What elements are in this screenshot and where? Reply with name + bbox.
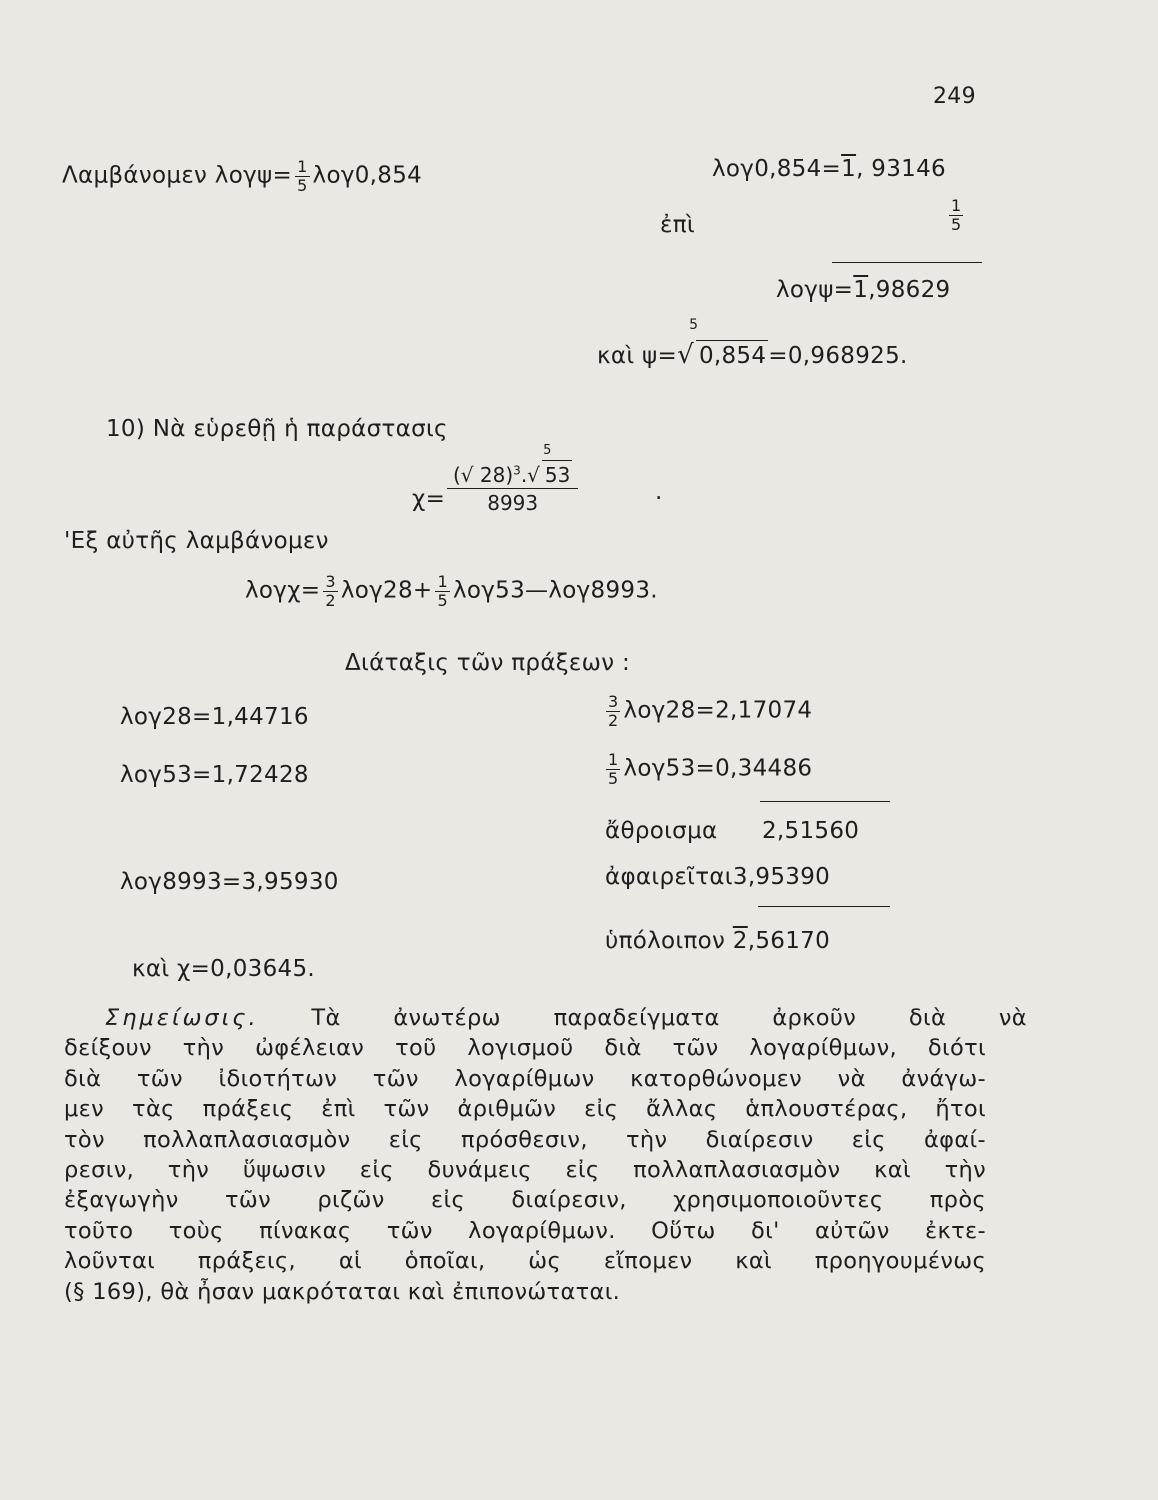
fraction-denominator: 5 [608, 768, 619, 788]
fraction-numerator: 1 [297, 157, 308, 176]
remainder-value: ,56170 [747, 928, 831, 954]
fifth-root [677, 317, 768, 370]
subtract-row [605, 866, 830, 889]
log-0854-term: λογ0,854 [312, 162, 423, 189]
fraction-three-halves [606, 693, 620, 729]
sum-value: 2,51560 [762, 818, 860, 844]
fraction-denominator: 5 [951, 214, 962, 234]
fraction-one-fifth [295, 158, 309, 194]
log-psi-equation [62, 158, 422, 194]
radical-sign: √ [527, 463, 540, 487]
note-line: λοῦνται πράξεις, αἱ ὁποῖαι, ὡς εἴπομεν καὶ προηγουμένως [64, 1248, 986, 1275]
bar-characteristic: 1 [841, 156, 857, 182]
sum-rule [832, 262, 982, 263]
intro-text: 'Εξ αὐτῆς λαμβάνομεν [64, 528, 329, 554]
remainder-row [605, 930, 830, 953]
example-heading: 10) Νὰ εὑρεθῇ ἡ παράστασις [106, 416, 448, 442]
note-line: τὸν πολλαπλασιασμὸν εἰς πρόσθεσιν, τὴν διαίρεσιν εἰς ἀφαί- [64, 1126, 986, 1153]
log-0854-label: λογ0,854= [712, 156, 842, 182]
remainder-label: ὑπόλοιπον [605, 928, 726, 954]
mantissa: , 93146 [856, 156, 946, 182]
product-value: λογ28=2,17074 [623, 697, 813, 724]
log28-term: λογ28+ [340, 577, 433, 604]
dot: . [520, 463, 528, 487]
note-line: ἐξαγωγὴν τῶν ριζῶν εἰς διαίρεσιν, χρησιμοποιοῦντες πρὸς [64, 1187, 986, 1214]
fraction-numerator: 3 [608, 692, 619, 711]
subtract-value: 3,95390 [732, 864, 831, 890]
sum-row [605, 820, 717, 843]
chi-result: καὶ χ=0,03645. [132, 956, 315, 982]
note-line: δείξουν τὴν ὠφέλειαν τοῦ λογισμοῦ διὰ τῶν λογαρίθμων, διότι [64, 1035, 986, 1062]
root-index: 5 [689, 317, 699, 333]
psi-result [597, 317, 908, 370]
fifth-root [527, 443, 572, 487]
log53-value: λογ53=1,72428 [120, 762, 309, 788]
fraction-three-halves [323, 573, 337, 609]
log-psi-label: λογψ= [776, 277, 854, 303]
note-line: διὰ τῶν ἰδιοτήτων τῶν λογαρίθμων κατορθώνομεν νὰ ἀνάγω- [64, 1065, 986, 1092]
psi-label: καὶ ψ= [597, 343, 678, 369]
paren-root: (√ [453, 463, 474, 487]
fraction-denominator: 5 [297, 175, 308, 195]
note-line: (§ 169), θὰ ἦσαν μακρόταται καὶ ἐπιπονώταται. [64, 1278, 621, 1305]
log-0854-value [712, 158, 946, 181]
note-line: τοῦτο τοὺς πίνακας τῶν λογαρίθμων. Οὕτω δι' αὐτῶν ἐκτε- [64, 1217, 986, 1244]
radicand-28: 28) [479, 463, 514, 487]
note-line: μεν τὰς πράξεις ἐπὶ τῶν ἀριθμῶν εἰς ἄλλας ἁπλουστέρας, ἤτοι [64, 1096, 986, 1123]
multiplier-fraction [946, 197, 966, 233]
radicand: 0,854 [696, 340, 768, 369]
fraction-numerator: 1 [951, 196, 962, 215]
difference-rule [758, 906, 890, 907]
subtract-label: ἀφαιρεῖται [605, 864, 733, 890]
period: . [655, 479, 663, 505]
note-line: ρεσιν, τὴν ὕψωσιν εἰς δυνάμεις εἰς πολλαπλασιασμὸν καὶ τὴν [64, 1157, 986, 1184]
fraction-one-fifth [435, 573, 449, 609]
psi-value: =0,968925. [768, 343, 908, 369]
product-value: λογ53=0,34486 [623, 755, 813, 782]
bar-characteristic: 2 [732, 928, 748, 954]
chi-fraction [447, 443, 578, 515]
fraction-denominator: 5 [437, 590, 448, 610]
log-chi-label: λογχ= [245, 577, 321, 604]
log-psi-label: Λαμβάνομεν λογψ= [62, 162, 293, 189]
bar-characteristic: 1 [853, 277, 869, 303]
log-psi-value [776, 279, 950, 302]
log28-value: λογ28=1,44716 [120, 704, 309, 730]
fraction-denominator: 2 [325, 590, 336, 610]
radicand-53: 53 [542, 460, 572, 487]
fraction-numerator: 1 [608, 750, 619, 769]
operations-heading: Διάταξις τῶν πράξεων : [345, 650, 631, 676]
log53-log8993-terms: λογ53—λογ8993. [452, 577, 658, 604]
epi-label: ἐπὶ [660, 212, 695, 238]
note-title: Σημείωσις. [105, 1005, 259, 1031]
fraction-one-fifth [949, 197, 963, 233]
mantissa: ,98629 [868, 277, 951, 303]
log8993-value: λογ8993=3,95930 [120, 869, 339, 895]
log-chi-equation [245, 573, 658, 609]
one-fifth-log53 [603, 751, 812, 787]
fraction-numerator: 3 [325, 572, 336, 591]
note-line [105, 1003, 1027, 1033]
root-index: 5 [543, 443, 552, 458]
three-halves-log28 [603, 693, 812, 729]
chi-denominator: 8993 [487, 491, 539, 515]
radical-sign: √ [677, 340, 694, 370]
note-paragraph [64, 1003, 1027, 1307]
note-line-text: Τὰ ἀνωτέρω παραδείγματα ἀρκοῦν διὰ νὰ [311, 1005, 1027, 1031]
sum-rule [760, 801, 890, 802]
page-number: 249 [933, 84, 976, 109]
fraction-one-fifth [606, 751, 620, 787]
exponent: 3 [513, 463, 521, 478]
fraction-denominator: 2 [608, 710, 619, 730]
sum-label: ἄθροισμα [605, 818, 718, 844]
fraction-numerator: 1 [437, 572, 448, 591]
chi-numerator [447, 443, 578, 489]
chi-label: χ= [412, 486, 446, 512]
